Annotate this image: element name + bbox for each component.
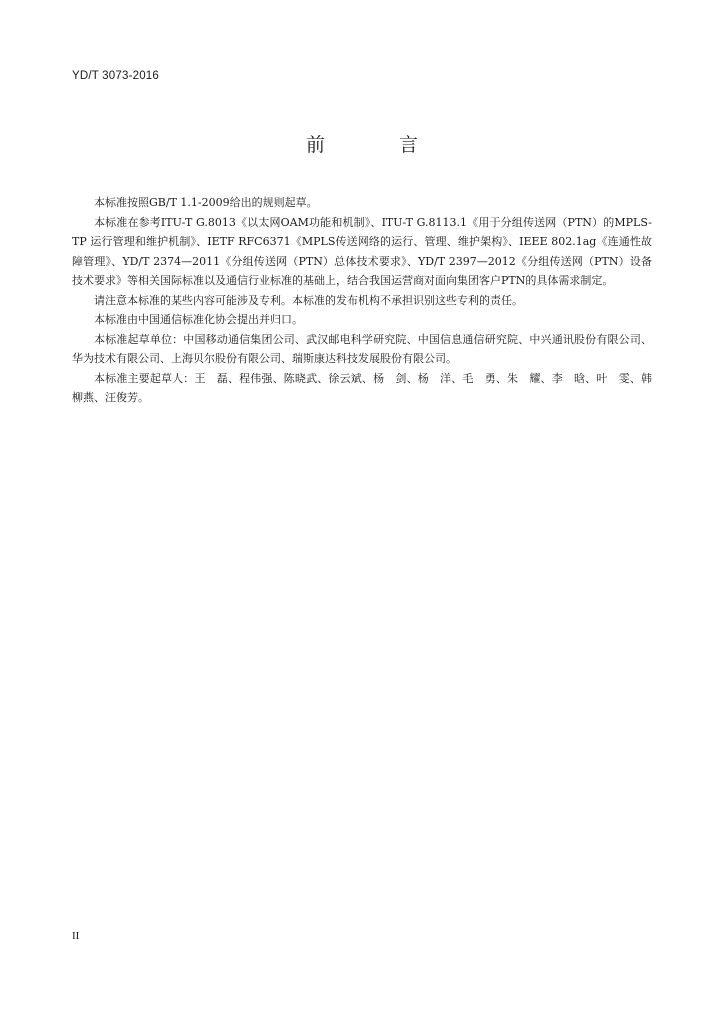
- paragraph-drafters: 本标准主要起草人：王 磊、程伟强、陈晓武、徐云斌、杨 剑、杨 洋、毛 勇、朱 耀、李 晗、叶 雯、韩柳燕、汪俊芳。: [72, 371, 652, 404]
- page-number: II: [72, 930, 80, 942]
- paragraph-patent-notice: 请注意本标准的某些内容可能涉及专利。本标准的发布机构不承担识别这些专利的责任。: [94, 293, 523, 307]
- foreword-body: [72, 193, 652, 408]
- paragraph-drafting-units: 本标准起草单位：中国移动通信集团公司、武汉邮电科学研究院、中国信息通信研究院、中兴通讯股份有限公司、华为技术有限公司、上海贝尔股份有限公司、瑞斯康达科技发展股份有限公司。: [72, 332, 652, 365]
- paragraph-drafting-rules: 本标准按照GB/T 1.1-2009给出的规则起草。: [94, 196, 318, 209]
- page-title: 前 言: [305, 134, 453, 156]
- paragraph-proposer: 本标准由中国通信标准化协会提出并归口。: [94, 313, 303, 326]
- paragraph-references: 本标准在参考ITU-T G.8013《以太网OAM功能和机制》、ITU-T G.8113.1《用于分组传送网（PTN）的MPLS-TP 运行管理和维护机制》、IETF RFC6371《MPLS传送网络的运行、管理、维护架构》、IEEE 802.1ag《连通性故障管理》、YD/T 2374—2011《分组传送网（PTN）总体技术要求》、YD/T 2397—2012《分组传送网（PTN）设备技术要求》等相关国际标准以及通信行业标准的基础上，结合我国运营商对面向集团客户PTN的具体需求制定。: [72, 215, 652, 287]
- document-code: YD/T 3073-2016: [72, 70, 159, 82]
